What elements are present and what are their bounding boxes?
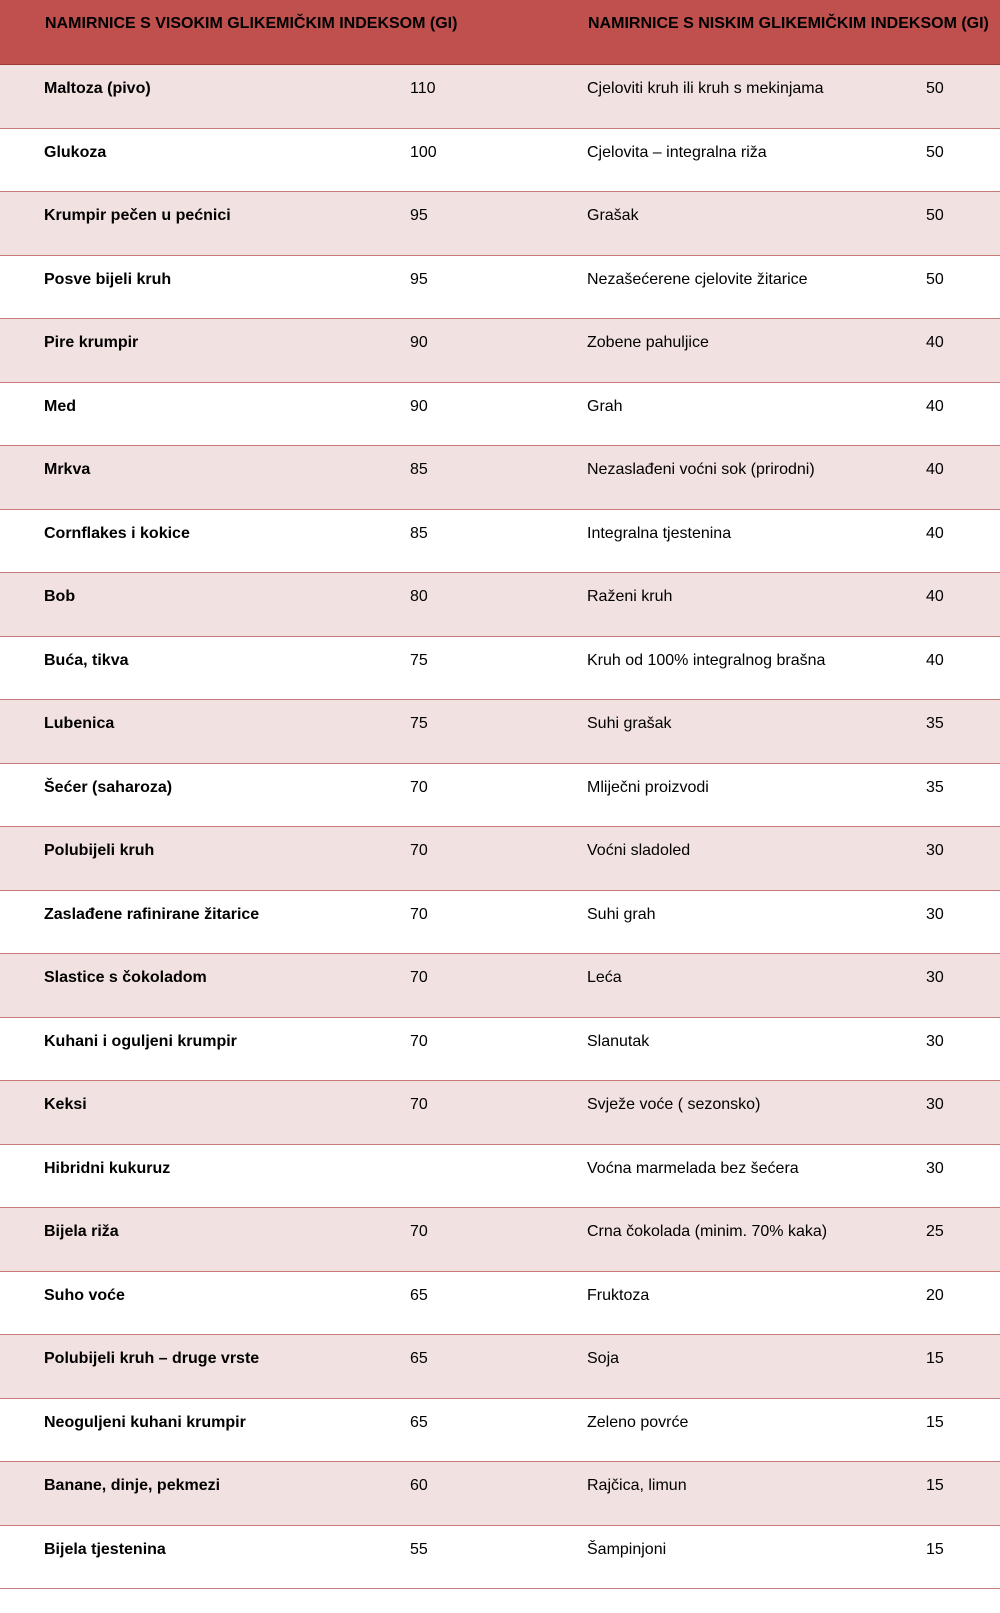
table-row [0,383,1000,447]
table-row [0,1081,1000,1145]
high-gi-food-cell: Maltoza (pivo) [44,80,151,97]
high-gi-food-cell: Polubijeli kruh – druge vrste [44,1350,260,1367]
high-gi-value-cell: 60 [410,1477,428,1494]
high-gi-food-cell: Med [44,397,76,415]
high-gi-value-cell: 95 [410,207,428,224]
high-gi-value-cell: 55 [410,1540,428,1558]
low-gi-food-cell: Suhi grah [587,905,656,923]
high-gi-value-cell: 100 [410,143,437,161]
low-gi-value-cell: 30 [926,1159,944,1177]
high-gi-food-cell: Polubijeli kruh [44,842,155,859]
high-gi-food-cell: Bob [44,588,76,605]
high-gi-food-cell: Cornflakes i kokice [44,524,190,542]
low-gi-value-cell: 30 [926,905,944,923]
low-gi-value-cell: 50 [926,80,944,97]
low-gi-value-cell: 40 [926,588,944,605]
high-gi-food-cell: Pire krumpir [44,334,139,351]
low-gi-value-cell: 15 [926,1477,944,1494]
table-row [0,510,1000,574]
low-gi-column-header: NAMIRNICE S NISKIM GLIKEMIČKIM INDEKSOM (GI) [588,15,989,32]
table-row [0,954,1000,1018]
high-gi-value-cell: 95 [410,270,428,288]
low-gi-food-cell: Cjeloviti kruh ili kruh s mekinjama [587,80,824,97]
high-gi-value-cell: 75 [410,651,428,669]
high-gi-food-cell: Banane, dinje, pekmezi [44,1477,221,1494]
high-gi-value-cell: 110 [410,80,436,97]
high-gi-value-cell: 85 [410,461,428,478]
low-gi-food-cell: Grašak [587,207,639,224]
table-row [0,764,1000,828]
high-gi-food-cell: Mrkva [44,461,91,478]
low-gi-food-cell: Leća [587,969,622,986]
low-gi-value-cell: 40 [926,334,944,351]
low-gi-food-cell: Nezaslađeni voćni sok (prirodni) [587,461,815,478]
low-gi-value-cell: 40 [926,461,944,478]
high-gi-value-cell: 70 [410,905,428,923]
table-row [0,319,1000,383]
low-gi-food-cell: Šampinjoni [587,1540,667,1558]
low-gi-value-cell: 50 [926,270,944,288]
low-gi-value-cell: 15 [926,1540,944,1558]
low-gi-value-cell: 40 [926,524,944,542]
high-gi-value-cell: 80 [410,588,428,605]
high-gi-value-cell: 70 [410,1096,428,1113]
low-gi-food-cell: Voćni sladoled [587,842,691,859]
low-gi-food-cell: Cjelovita – integralna riža [587,143,767,161]
table-row [0,65,1000,129]
low-gi-food-cell: Raženi kruh [587,588,673,605]
table-row [0,1208,1000,1272]
low-gi-value-cell: 40 [926,397,944,415]
high-gi-food-cell: Slastice s čokoladom [44,969,207,986]
high-gi-food-cell: Keksi [44,1096,87,1113]
low-gi-value-cell: 30 [926,969,944,986]
low-gi-food-cell: Crna čokolada (minim. 70% kaka) [587,1223,828,1240]
high-gi-food-cell: Neoguljeni kuhani krumpir [44,1413,246,1431]
high-gi-food-cell: Bijela riža [44,1223,119,1240]
table-row [0,446,1000,510]
low-gi-food-cell: Svježe voće ( sezonsko) [587,1096,761,1113]
table-row [0,1145,1000,1209]
high-gi-food-cell: Posve bijeli kruh [44,270,172,288]
table-row [0,700,1000,764]
high-gi-value-cell: 70 [410,1223,428,1240]
high-gi-value-cell: 70 [410,1032,428,1050]
low-gi-food-cell: Kruh od 100% integralnog brašna [587,651,826,669]
low-gi-value-cell: 50 [926,143,944,161]
high-gi-food-cell: Krumpir pečen u pećnici [44,207,231,224]
high-gi-value-cell: 70 [410,969,428,986]
high-gi-value-cell: 65 [410,1350,428,1367]
low-gi-food-cell: Grah [587,397,623,415]
table-row [0,192,1000,256]
high-gi-food-cell: Buća, tikva [44,651,129,669]
low-gi-value-cell: 40 [926,651,944,669]
high-gi-value-cell: 70 [410,778,428,796]
high-gi-value-cell: 75 [410,715,428,732]
table-row [0,1018,1000,1082]
table-row [0,1526,1000,1590]
low-gi-value-cell: 50 [926,207,944,224]
low-gi-value-cell: 25 [926,1223,944,1240]
table-row [0,129,1000,193]
low-gi-value-cell: 30 [926,1032,944,1050]
high-gi-value-cell: 70 [410,842,428,859]
table-row [0,1462,1000,1526]
low-gi-food-cell: Integralna tjestenina [587,524,732,542]
table-row [0,1272,1000,1336]
low-gi-value-cell: 30 [926,842,944,859]
high-gi-value-cell: 65 [410,1413,428,1431]
low-gi-value-cell: 35 [926,715,944,732]
low-gi-value-cell: 20 [926,1286,944,1304]
low-gi-food-cell: Nezašećerene cjelovite žitarice [587,270,808,288]
high-gi-food-cell: Suho voće [44,1286,125,1304]
high-gi-value-cell: 90 [410,397,428,415]
high-gi-food-cell: Hibridni kukuruz [44,1159,171,1177]
low-gi-value-cell: 35 [926,778,944,796]
low-gi-food-cell: Soja [587,1350,620,1367]
table-row [0,827,1000,891]
low-gi-food-cell: Suhi grašak [587,715,672,732]
low-gi-food-cell: Zobene pahuljice [587,334,709,351]
table-header [0,0,1000,65]
low-gi-food-cell: Zeleno povrće [587,1413,689,1431]
low-gi-value-cell: 15 [926,1413,944,1431]
table-row [0,637,1000,701]
low-gi-value-cell: 30 [926,1096,944,1113]
table-row [0,891,1000,955]
table-row [0,573,1000,637]
high-gi-food-cell: Lubenica [44,715,115,732]
low-gi-food-cell: Voćna marmelada bez šećera [587,1159,799,1177]
table-body [0,65,1000,1589]
low-gi-value-cell: 15 [926,1350,944,1367]
high-gi-food-cell: Zaslađene rafinirane žitarice [44,905,260,923]
high-gi-value-cell: 65 [410,1286,428,1304]
low-gi-food-cell: Slanutak [587,1032,650,1050]
high-gi-food-cell: Bijela tjestenina [44,1540,166,1558]
high-gi-food-cell: Kuhani i oguljeni krumpir [44,1032,237,1050]
high-gi-food-cell: Šećer (saharoza) [44,778,173,796]
table-row [0,256,1000,320]
high-gi-value-cell: 85 [410,524,428,542]
table-row [0,1335,1000,1399]
low-gi-food-cell: Fruktoza [587,1286,650,1304]
low-gi-food-cell: Mliječni proizvodi [587,778,709,796]
high-gi-column-header: NAMIRNICE S VISOKIM GLIKEMIČKIM INDEKSOM (GI) [45,15,458,32]
table-row [0,1399,1000,1463]
high-gi-value-cell: 90 [410,334,428,351]
high-gi-food-cell: Glukoza [44,143,107,161]
low-gi-food-cell: Rajčica, limun [587,1477,687,1494]
